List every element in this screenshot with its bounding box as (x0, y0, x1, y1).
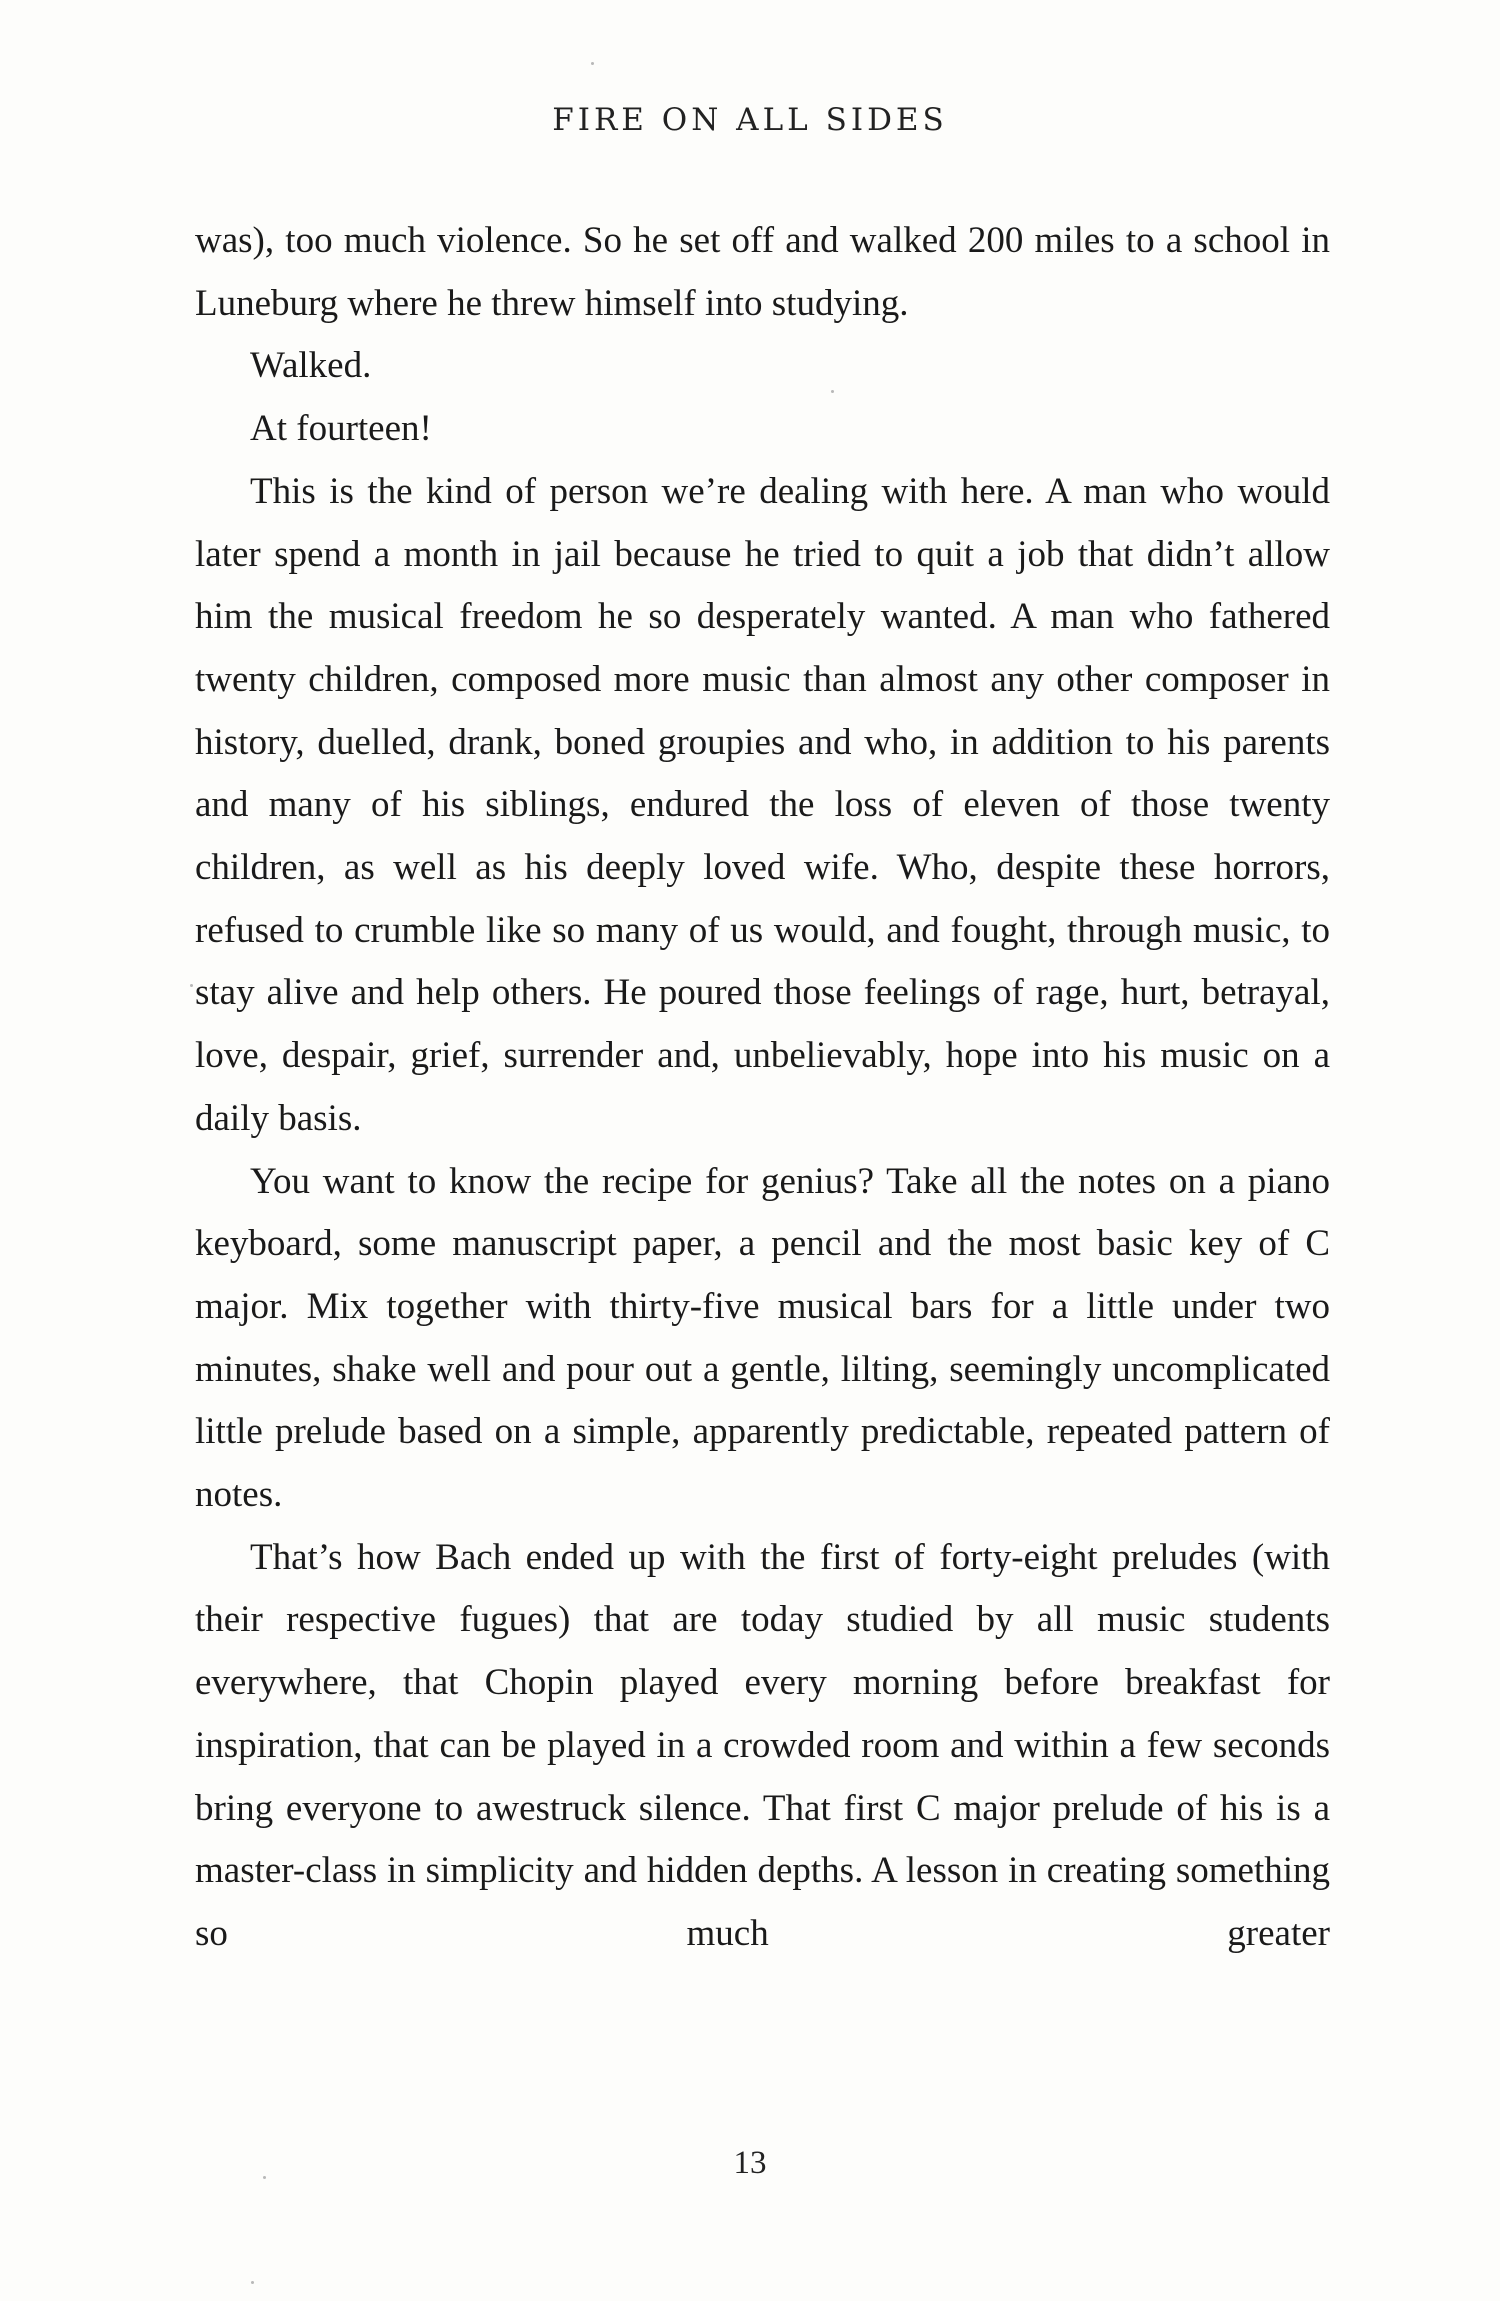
paper-speck (251, 2281, 254, 2284)
paragraph-bach-preludes: That’s how Bach ended up with the first of forty-eight preludes (with their respective fugues) that are today studied by all music students everywhere, that Chopin played every morning before breakfast for inspiration, that can be played in a crowded room and within a few seconds bring everyone to awestruck silence. That first C major prelude of his is a master-class in simplicity and hidden depths. A lesson in creating something so much greater (195, 1536, 1330, 1954)
page-number: 13 (733, 2145, 767, 2181)
paragraph-walked: Walked. (250, 345, 372, 387)
paper-speck (190, 984, 193, 987)
paragraph-continued: was), too much violence. So he set off and walked 200 miles to a school in Luneburg where he threw himself into studying. (195, 220, 1330, 324)
paragraph-at-fourteen: At fourteen! (250, 408, 432, 450)
paragraph-kind-of-person: This is the kind of person we’re dealing with here. A man who would later spend a month in jail because he tried to quit a job that didn’t allow him the musical freedom he so desperately wanted. A man who fathered twenty children, composed more music than almost any other composer in history, duelled, drank, boned groupies and who, in addition to his parents and many of his siblings, endured the loss of eleven of those twenty children, as well as his deeply loved wife. Who, despite these horrors, refused to crumble like so many of us would, and fought, through music, to stay alive and help others. He poured those feelings of rage, hurt, betrayal, love, despair, grief, surrender and, unbelievably, hope into his music on a daily basis. (195, 470, 1330, 1139)
paper-speck (831, 390, 834, 393)
paper-speck (263, 2176, 266, 2179)
body-text (195, 210, 1330, 1966)
paragraph-recipe-for-genius: You want to know the recipe for genius? Take all the notes on a piano keyboard, some manuscript paper, a pencil and the most basic key of C major. Mix together with thirty-five musical bars for a little under two minutes, shake well and pour out a gentle, lilting, seemingly uncomplicated little prelude based on a simple, apparently predictable, repeated pattern of notes. (195, 1160, 1330, 1516)
paper-speck (591, 62, 594, 65)
running-head-title: FIRE ON ALL SIDES (552, 102, 948, 138)
